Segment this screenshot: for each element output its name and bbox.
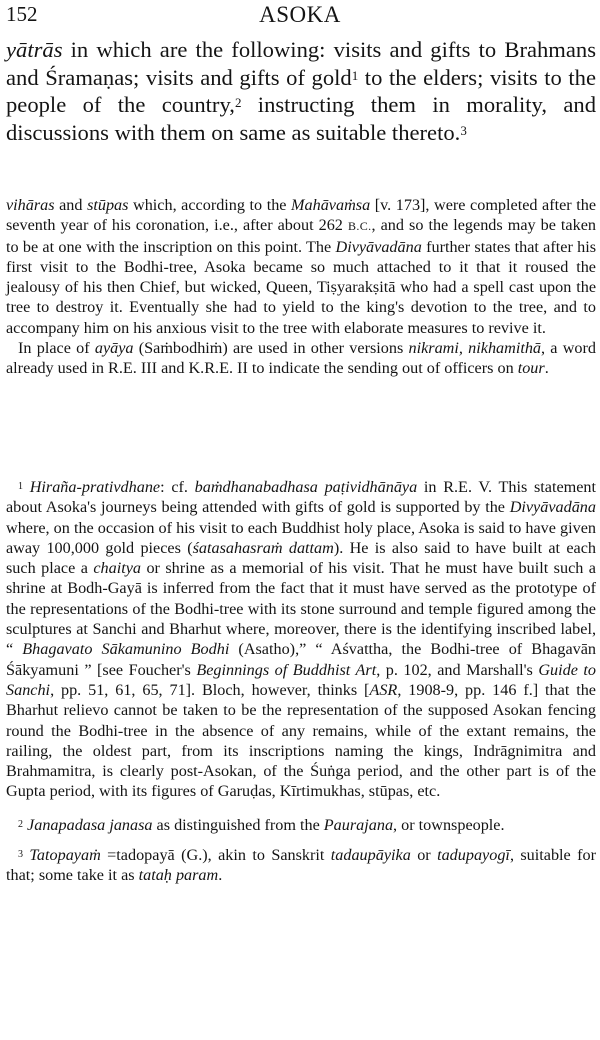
text-segment: further states that after his first visit to the Bodhi-tree, Asoka became so much attached to it that it roused the jealousy of his then Chief, but wicked, Queen, Tiṣyarakṣitā who had a spell cast upon the tree to destroy it. Eventually she had to yield to the king's devotion to the tree, and to accompany him on his anxious visit to the tree with elaborate measures to revive it. [6, 237, 596, 337]
main-text-segment: in which are the following: visits and gifts to Brahmans and Śramaṇas; visits and gifts of gold [6, 37, 596, 90]
main-text-segment: instructing them in morality, and discussions with them on same as suitable thereto. [6, 92, 596, 145]
text-segment: as distinguished from the [152, 815, 324, 834]
text-segment: which, according to the [128, 196, 292, 214]
italic-term: stūpas [87, 196, 129, 214]
italic-term: Beginnings of Buddhist Art [196, 660, 377, 679]
italic-term: tadupayogī [437, 846, 510, 865]
page-header [6, 2, 594, 30]
text-segment: (Saṁbodhiṁ) are used in other versions [133, 339, 409, 358]
italic-term: Hiraña-prativdhane [29, 478, 161, 496]
commentary-section [6, 195, 596, 379]
italic-term: Divyāvadāna [509, 498, 596, 517]
footnote-ref-1: 1 [351, 67, 359, 83]
italic-term: vihāras [6, 196, 55, 214]
text-segment: , suitable for that; some take it as [6, 846, 596, 885]
footnote-ref-3: 3 [460, 122, 467, 138]
text-segment: ). He is also said to have built at each such place a [6, 538, 597, 578]
commentary-paragraph [6, 338, 596, 379]
text-segment: , a word already used in R.E. III and K.R.E. II to indicate the sending out of officers on [6, 339, 597, 378]
italic-term: chaitya [93, 559, 141, 578]
inscription-translation [6, 36, 596, 146]
text-segment: , and so the legends may be taken to be at one with the inscription on this point. The [6, 216, 596, 256]
text-segment: , pp. 51, 61, 65, 71]. Bloch, however, thinks [ [50, 680, 370, 699]
italic-term: Janapadasa janasa [27, 815, 153, 834]
italic-term: śatasahasraṁ dattam [192, 538, 334, 557]
italic-term: Tatopayaṁ [29, 846, 101, 865]
footnote-2 [6, 815, 596, 835]
main-italic-term: yātrās [6, 37, 63, 62]
italic-term: ayāya [94, 339, 134, 358]
italic-term: Mahāvaṁsa [291, 196, 371, 214]
footnote-marker: 2 [18, 818, 23, 830]
text-segment: In place of [18, 339, 95, 358]
text-segment: or [410, 846, 438, 865]
italic-term: tour [517, 359, 545, 378]
italic-term: tadaupāyika [330, 846, 411, 865]
text-segment: [v. 173], were completed after the seventh year of his coronation, i.e., after about 262 [6, 196, 597, 235]
running-head: ASOKA [259, 2, 341, 27]
era-abbreviation: B.C. [347, 219, 372, 234]
italic-term: Bhagavato Sākamunino Bodhi [22, 640, 230, 659]
text-segment: where, on the occasion of his visit to each Buddhist holy place, Asoka is said to have given away 100,000 gold pieces ( [6, 518, 596, 557]
text-segment: , p. 102, and Marshall's [376, 660, 539, 679]
italic-term: nikrami, nikhamithā [408, 339, 542, 358]
text-segment: or shrine as a memorial of his visit. That he must have built such a shrine at Bodh-Gayā is inferred from the fact that it must have served as the prototype of the representations of the Bodhi-tree with its stone surround and temple figured among the sculptures at Sanchi and Bharhut where, moreover, there is the identifying inscribed label, “ [6, 559, 596, 659]
italic-term: baṁdhanabadhasa paṭividhānāya [194, 478, 418, 496]
page-number: 152 [6, 2, 38, 26]
footnote-3 [6, 845, 596, 886]
footnote-ref-2: 2 [234, 95, 242, 111]
italic-term: Paurajana [323, 815, 394, 834]
text-segment: =tadopayā (G.), akin to Sanskrit [100, 846, 331, 865]
text-segment: in R.E. V. This statement about Asoka's journeys being attended with gifts of gold is supported by the [6, 478, 597, 517]
text-segment: : cf. [160, 478, 195, 496]
main-text-segment: to the elders; visits to the people of the country, [6, 64, 596, 118]
footnote-1 [6, 477, 596, 802]
text-segment: . [218, 866, 223, 885]
text-segment: . [544, 359, 549, 378]
text-segment: , or townspeople. [393, 815, 505, 834]
italic-term: Divyāvadāna [335, 237, 422, 256]
footnote-marker: 1 [18, 481, 23, 492]
italic-term: Guide to Sanchi [6, 660, 596, 699]
text-segment: (Asatho),” “ Aśvattha, the Bodhi-tree of Bhagavān Śākyamuni ” [see Foucher's [6, 640, 597, 679]
footnote-marker: 3 [18, 849, 23, 861]
text-segment: and [54, 196, 88, 214]
italic-term: tataḥ param [138, 866, 219, 885]
italic-term: ASR [369, 680, 398, 699]
footnotes-section [6, 477, 596, 886]
commentary-paragraph [6, 195, 596, 338]
text-segment: , 1908-9, pp. 146 f.] that the Bharhut relievo cannot be taken to be the representation of the supposed Asokan fencing round the Bodhi-tree in the absence of any remains, while of the extant remains, the railing, the oldest part, from its inscriptions naming the kings, Indrāgnimitra and Brahmamitra, is clearly post-Asokan, of the Śuṅga period, and the other part is of the Gupta period, with its figures of Garuḍas, Kīrtimukhas, stūpas, etc. [6, 680, 596, 801]
